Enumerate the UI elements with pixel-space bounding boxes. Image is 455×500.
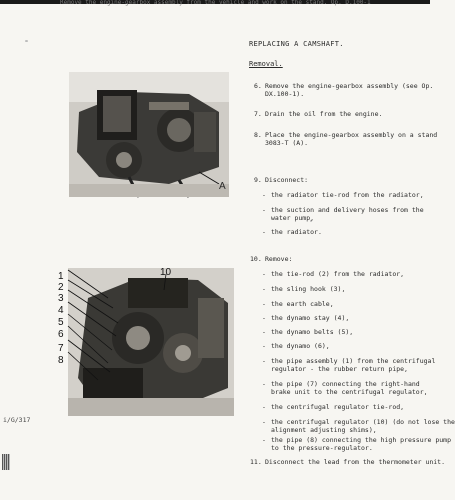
list-item: the pipe (8) connecting the high pressure pump [271, 436, 452, 444]
side-reference-code: i/G/317 [3, 416, 31, 424]
callout-5: 5 [58, 317, 64, 328]
list-dash: - [262, 380, 266, 388]
list-item: the suction and delivery hoses from the [271, 206, 424, 214]
list-item: the radiator tie-rod from the radiator, [271, 191, 424, 199]
list-dash: - [262, 328, 266, 336]
figure-label-A: A [219, 181, 226, 192]
list-item: the radiator. [271, 228, 322, 236]
callout-3: 3 [58, 293, 64, 304]
page-title: REPLACING A CAMSHAFT. [249, 40, 344, 48]
list-item: the sling hook (3), [271, 285, 346, 293]
list-item: the centrifugal regulator tie-rod, [271, 403, 405, 411]
running-header-text: Remove the engine-gearbox assembly from the vehicle and work on the stand. Op. D.100-1 [60, 0, 371, 6]
list-dash: - [262, 418, 266, 426]
list-item: the dynamo (6), [271, 342, 330, 350]
list-item: brake unit to the centrifugal regulator, [271, 388, 428, 396]
list-item: to the pressure-regulator. [271, 444, 373, 452]
list-dash: - [262, 314, 266, 322]
list-item: the tie-rod (2) from the radiator, [271, 270, 405, 278]
step-text: Drain the oil from the engine. [265, 110, 383, 118]
callout-10: 10 [160, 267, 172, 278]
list-dash: - [262, 206, 266, 214]
section-heading: Removal. [249, 60, 283, 68]
list-dash: - [262, 342, 266, 350]
list-dash: - [262, 403, 266, 411]
step-text: Remove: [265, 255, 293, 263]
list-dash: - [262, 285, 266, 293]
callout-8: 8 [58, 355, 64, 366]
list-item: the pipe assembly (1) from the centrifugal [271, 357, 436, 365]
list-item: regulator - the rubber return pipe, [271, 365, 408, 373]
engine-front-photo [68, 268, 234, 416]
callout-6: 6 [58, 329, 64, 340]
list-dash: - [262, 357, 266, 365]
callout-4: 4 [58, 305, 64, 316]
running-header [60, 0, 390, 6]
step-text: Place the engine-gearbox assembly on a stand [265, 131, 438, 139]
step-number: 8. [254, 131, 262, 139]
list-item: water pump, [271, 214, 315, 222]
step-number: 7. [254, 110, 262, 118]
list-item: the dynamo belts (5), [271, 328, 354, 336]
callout-1: 1 [58, 271, 64, 282]
callout-7: 7 [58, 343, 64, 354]
margin-mark [2, 454, 10, 470]
step-text: Disconnect: [265, 176, 309, 184]
list-item: alignment adjusting shims), [271, 426, 377, 434]
list-dash: - [262, 300, 266, 308]
list-item: the centrifugal regulator (10) (do not lose the [271, 418, 455, 426]
step-text: Remove the engine-gearbox assembly (see Op. [265, 82, 434, 90]
list-dash: - [262, 270, 266, 278]
step-text: DX.100-1). [265, 90, 305, 98]
step-number: 11. [250, 458, 262, 466]
engine-stand-photo [69, 72, 229, 197]
list-dash: - [262, 228, 266, 236]
step-number: 10. [250, 255, 262, 263]
step-number: 9. [254, 176, 262, 184]
step-text: Disconnect the lead from the thermometer unit. [265, 458, 446, 466]
list-item: the pipe (7) connecting the right-hand [271, 380, 420, 388]
list-dash: - [262, 191, 266, 199]
list-dash: - [262, 436, 266, 444]
callout-2: 2 [58, 282, 64, 293]
list-item: the earth cable, [271, 300, 334, 308]
speck [25, 40, 28, 42]
list-item: the dynamo stay (4), [271, 314, 350, 322]
step-number: 6. [254, 82, 262, 90]
step-text: 3083-T (A). [265, 139, 309, 147]
